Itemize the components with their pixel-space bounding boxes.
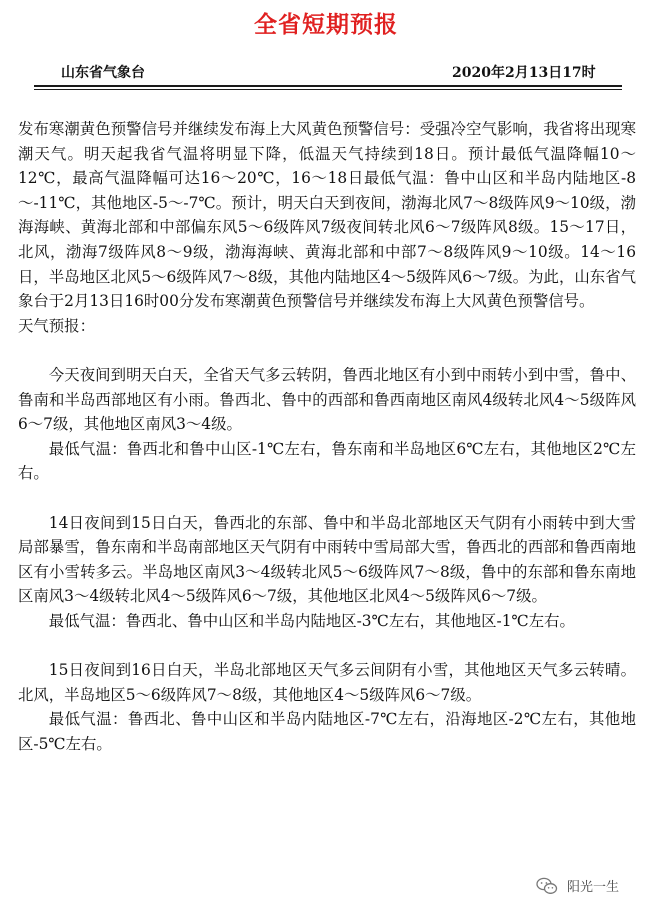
wechat-icon	[536, 877, 558, 895]
forecast-heading: 天气预报：	[18, 316, 95, 335]
period-3-weather: 15日夜间到16日白天，半岛北部地区天气多云间阴有小雪，其他地区天气多云转晴。北风，半岛地区5～6级阵风7～8级，其他地区4～5级阵风6～7级。	[18, 661, 636, 704]
period-3-min-temp: 最低气温：鲁西北、鲁中山区和半岛内陆地区-7℃左右，沿海地区-2℃左右，其他地区-5℃左右。	[18, 710, 636, 753]
account-name: 阳光一生	[567, 880, 620, 895]
page-title: 全省短期预报	[254, 11, 398, 38]
period-1-min-temp: 最低气温：鲁西北和鲁中山区-1℃左右，鲁东南和半岛地区6℃左右，其他地区2℃左右。	[18, 439, 636, 483]
header-divider-thin	[34, 89, 622, 90]
period-2-weather: 14日夜间到15日白天，鲁西北的东部、鲁中和半岛北部地区天气阴有小雨转中到大雪局部暴雪，鲁东南和半岛南部地区天气阴有中雨转中雪局部大雪，鲁西北的西部和鲁西南地区有小雪转多云。半岛地区南风3～4级转北风5～6级阵风7～8级，鲁中的东部和鲁东南地区南风3～4级转北风4～5级阵风6～7级，其他地区北风4～5级阵风6～7级。	[18, 513, 636, 606]
period-1-weather: 今天夜间到明天白天，全省天气多云转阴，鲁西北地区有小到中雨转小到中雪，鲁中、鲁南和半岛西部地区有小雨。鲁西北、鲁中的西部和鲁西南地区南风4级转北风4～5级阵风6～7级，其他地区南风3～4级。	[18, 365, 636, 434]
issue-time: 2020年2月13日17时	[452, 65, 596, 81]
issuing-organization: 山东省气象台	[61, 65, 145, 81]
warning-paragraph: 发布寒潮黄色预警信号并继续发布海上大风黄色预警信号：受强冷空气影响，我省将出现寒潮天气。明天起我省气温将明显下降，低温天气持续到18日。预计最低气温降幅10～12℃，最高气温降幅可达16～20℃，16～18日最低气温：鲁中山区和半岛内陆地区-8～-11℃，其他地区-5～-7℃。预计，明天白天到夜间，渤海北风7～8级阵风9～10级，渤海海峡、黄海北部和中部偏东风5～6级阵风7级夜间转北风6～7级阵风8级。15～17日，北风，渤海7级阵风8～9级，渤海海峡、黄海北部和中部7～8级阵风9～10级。14～16日，半岛地区北风5～6级阵风7～8级，其他内陆地区4～5级阵风6～7级。为此，山东省气象台于2月13日16时00分发布寒潮黄色预警信号并继续发布海上大风黄色预警信号。	[18, 120, 636, 311]
period-2-min-temp: 最低气温：鲁西北、鲁中山区和半岛内陆地区-3℃左右，其他地区-1℃左右。	[48, 611, 575, 630]
forecast-content	[18, 117, 636, 756]
watermark	[536, 876, 619, 895]
header-divider	[34, 85, 622, 87]
